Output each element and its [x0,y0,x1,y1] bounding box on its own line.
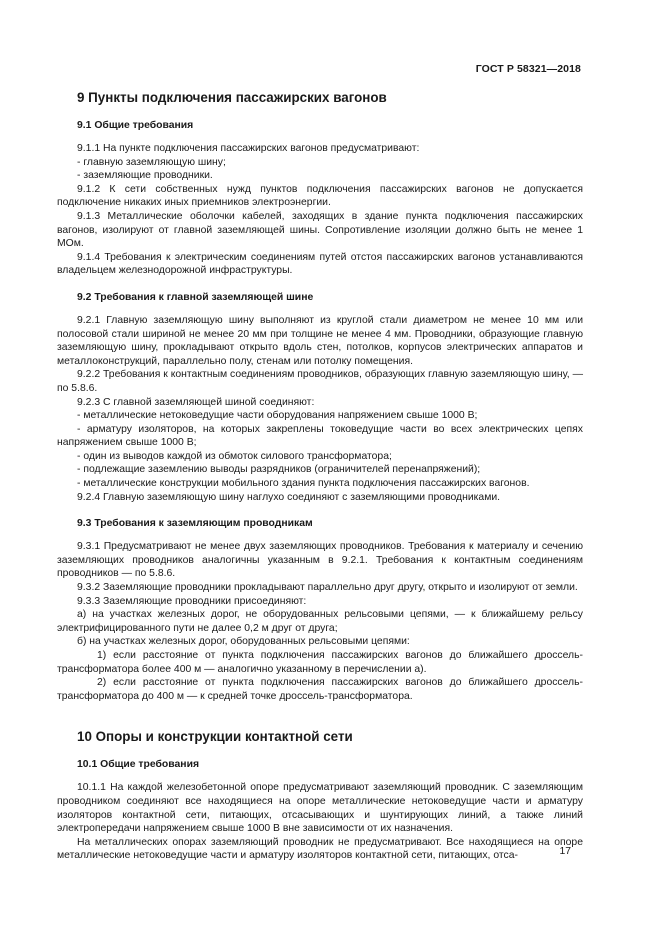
section-9-2-title: 9.2 Требования к главной заземляющей шине [77,291,314,303]
section-10-1-title: 10.1 Общие требования [77,759,200,771]
list-item: - металлические конструкции мобильного здания пункта подключения пассажирских вагонов. [77,478,530,490]
list-item-b: б) на участках железных дорог, оборудованных рельсовыми цепями: [77,636,410,648]
list-item-b-2: 2) если расстояние от пункта подключения пассажирских вагонов до ближайшего дроссель-трансформатора до 400 м — к средней точке дроссель-трансформатора. [57,677,583,702]
paragraph-10-1-1: 10.1.1 На каждой железобетонной опоре предусматривают заземляющий проводник. С заземляющим проводником соединяют все находящиеся на опоре металлические нетоковедущие части и арматуру изоляторов контактной сети, питающих, отсасывающих и шунтирующих линий, а также линий электропередачи напряжением свыше 1000 В вне зависимости от их назначения. [57,782,583,835]
paragraph-9-1-3: 9.1.3 Металлические оболочки кабелей, заходящих в здание пункта подключения пассажирских вагонов, изолируют от главной заземляющей шины. Сопротивление изоляции должно быть не менее 1 МОм. [57,210,583,250]
paragraph-9-2-4: 9.2.4 Главную заземляющую шину наглухо соединяют с заземляющими проводниками. [77,491,501,503]
paragraph-9-1-1: 9.1.1 На пункте подключения пассажирских вагонов предусматривают: [77,143,420,154]
paragraph-9-2-1: 9.2.1 Главную заземляющую шину выполняют из круглой стали диаметром не менее 10 мм или полосовой стали шириной не менее 20 мм при толщине не менее 4 мм. Проводники, образующие главную заземляющую шину, прокладывают открыто вдоль стен, потолков, корпусов электрических аппаратов и металлоконструкций, параллельно полу, стенам или потолку помещения. [57,314,583,367]
section-9-1-title: 9.1 Общие требования [77,120,194,131]
list-item: - один из выводов каждой из обмоток силового трансформатора; [77,450,392,462]
section-9-title: 9 Пункты подключения пассажирских вагонов [77,90,387,105]
paragraph-9-2-3: 9.2.3 С главной заземляющей шиной соединяют: [77,396,315,408]
list-item: - подлежащие заземлению выводы разрядников (ограничителей перенапряжений); [77,464,481,476]
section-10-title: 10 Опоры и конструкции контактной сети [77,729,353,745]
list-item: - арматуру изоляторов, на которых закреплены токоведущие части во всех электрических цепях напряжением свыше 1000 В; [57,423,583,449]
paragraph-9-1-4: 9.1.4 Требования к электрическим соединениям путей отстоя пассажирских вагонов устанавливаются владельцем железнодорожной инфраструктуры. [57,251,583,277]
paragraph-9-3-1: 9.3.1 Предусматривают не менее двух заземляющих проводников. Требования к материалу и сечению заземляющих проводников аналогичны указанным в 9.2.1. Требования к контактным соединениям проводников — по 5.8.6. [57,541,583,580]
paragraph-10-1-1-cont: На металлических опорах заземляющий проводник не предусматривают. Все находящиеся на опоре металлические нетоковедущие части и арматуру изоляторов контактной сети, питающих, отса- [57,836,583,862]
paragraph-9-2-2: 9.2.2 Требования к контактным соединениям проводников, образующих главную заземляющую шину, — по 5.8.6. [57,369,583,394]
list-item-b-1: 1) если расстояние от пункта подключения пассажирских вагонов до ближайшего дроссель-трансформатора более 400 м — аналогично указанному в перечислении а). [57,650,583,675]
document-id-header: ГОСТ Р 58321—2018 [475,63,581,75]
paragraph-9-3-2: 9.3.2 Заземляющие проводники прокладывают параллельно друг другу, открыто и изолируют от земли. [77,582,578,594]
paragraph-9-3-3: 9.3.3 Заземляющие проводники присоединяют: [77,595,307,607]
list-item-a: а) на участках железных дорог, не оборудованных рельсовыми цепями, — к ближайшему рельсу электрифицированного пути не далее 0,2 м друг от друга; [57,609,583,634]
page-content [57,90,583,863]
page-number: 17 [559,846,571,857]
list-item: - заземляющие проводники. [77,170,213,182]
paragraph-9-1-2: 9.1.2 К сети собственных нужд пунктов подключения пассажирских вагонов не допускается подключение никаких иных приемников электроэнергии. [57,183,583,209]
list-item: - главную заземляющую шину; [77,156,226,168]
section-9-3-title: 9.3 Требования к заземляющим проводникам [77,518,313,530]
list-item: - металлические нетоковедущие части оборудования напряжением свыше 1000 В; [77,410,478,422]
